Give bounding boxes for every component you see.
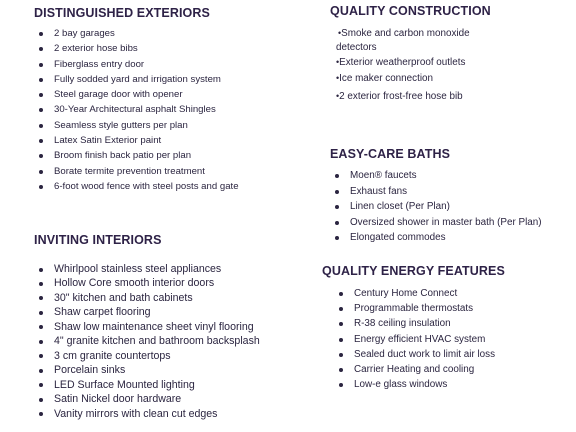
list-item: Oversized shower in master bath (Per Plan)	[332, 215, 542, 231]
list-item: LED Surface Mounted lighting	[36, 378, 260, 392]
list-item: Century Home Connect	[336, 286, 495, 301]
bullet-icon: •	[338, 28, 342, 38]
bullet-icon: •	[336, 72, 340, 83]
list-item: •Exterior weatherproof outlets	[336, 57, 466, 69]
list-item: Vanity mirrors with clean cut edges	[36, 407, 260, 421]
list-item: Linen closet (Per Plan)	[332, 199, 542, 215]
list-item: 4" granite kitchen and bathroom backsplash	[36, 334, 260, 348]
list-item: 2 exterior hose bibs	[36, 41, 239, 56]
list-item: Satin Nickel door hardware	[36, 392, 260, 406]
list-item: Shaw carpet flooring	[36, 305, 260, 319]
list-item: 30-Year Architectural asphalt Shingles	[36, 102, 239, 117]
list-item: Borate termite prevention treatment	[36, 164, 239, 179]
list-item: Porcelain sinks	[36, 363, 260, 377]
list-item: Seamless style gutters per plan	[36, 118, 239, 133]
energy-heading: QUALITY ENERGY FEATURES	[322, 264, 505, 278]
interiors-heading: INVITING INTERIORS	[34, 233, 162, 247]
list-item: 30" kitchen and bath cabinets	[36, 291, 260, 305]
list-item: Broom finish back patio per plan	[36, 148, 239, 163]
list-item: Carrier Heating and cooling	[336, 362, 495, 377]
construction-heading: QUALITY CONSTRUCTION	[330, 4, 491, 18]
interiors-list	[36, 262, 260, 421]
exteriors-heading: DISTINGUISHED EXTERIORS	[34, 6, 210, 20]
baths-heading: EASY-CARE BATHS	[330, 147, 451, 161]
list-item: Moen® faucets	[332, 168, 542, 184]
list-item: •Ice maker connection	[336, 72, 434, 84]
list-item: Low-e glass windows	[336, 377, 495, 392]
list-item: Whirlpool stainless steel appliances	[36, 262, 260, 276]
list-item: Fiberglass entry door	[36, 57, 239, 72]
list-item: Fully sodded yard and irrigation system	[36, 72, 239, 87]
list-item: •Smoke and carbon monoxide	[338, 28, 470, 39]
list-item: R-38 ceiling insulation	[336, 316, 495, 331]
list-item: 6-foot wood fence with steel posts and gate	[36, 179, 239, 194]
list-item: •2 exterior frost-free hose bib	[336, 90, 463, 102]
construction-list	[336, 26, 470, 104]
list-item: Latex Satin Exterior paint	[36, 133, 239, 148]
baths-list	[332, 168, 542, 246]
list-item: 2 bay garages	[36, 26, 239, 41]
list-item: Energy efficient HVAC system	[336, 332, 495, 347]
list-item: Shaw low maintenance sheet vinyl flooring	[36, 320, 260, 334]
list-item: Programmable thermostats	[336, 301, 495, 316]
list-item: Elongated commodes	[332, 230, 542, 246]
list-item: Sealed duct work to limit air loss	[336, 347, 495, 362]
energy-list	[336, 286, 495, 392]
list-item: Hollow Core smooth interior doors	[36, 276, 260, 290]
list-item: Exhaust fans	[332, 184, 542, 200]
list-item: 3 cm granite countertops	[36, 349, 260, 363]
bullet-icon: •	[336, 90, 340, 101]
list-item: Steel garage door with opener	[36, 87, 239, 102]
list-item-continuation: detectors	[336, 42, 377, 54]
bullet-icon: •	[336, 57, 340, 68]
exteriors-list	[36, 26, 239, 194]
